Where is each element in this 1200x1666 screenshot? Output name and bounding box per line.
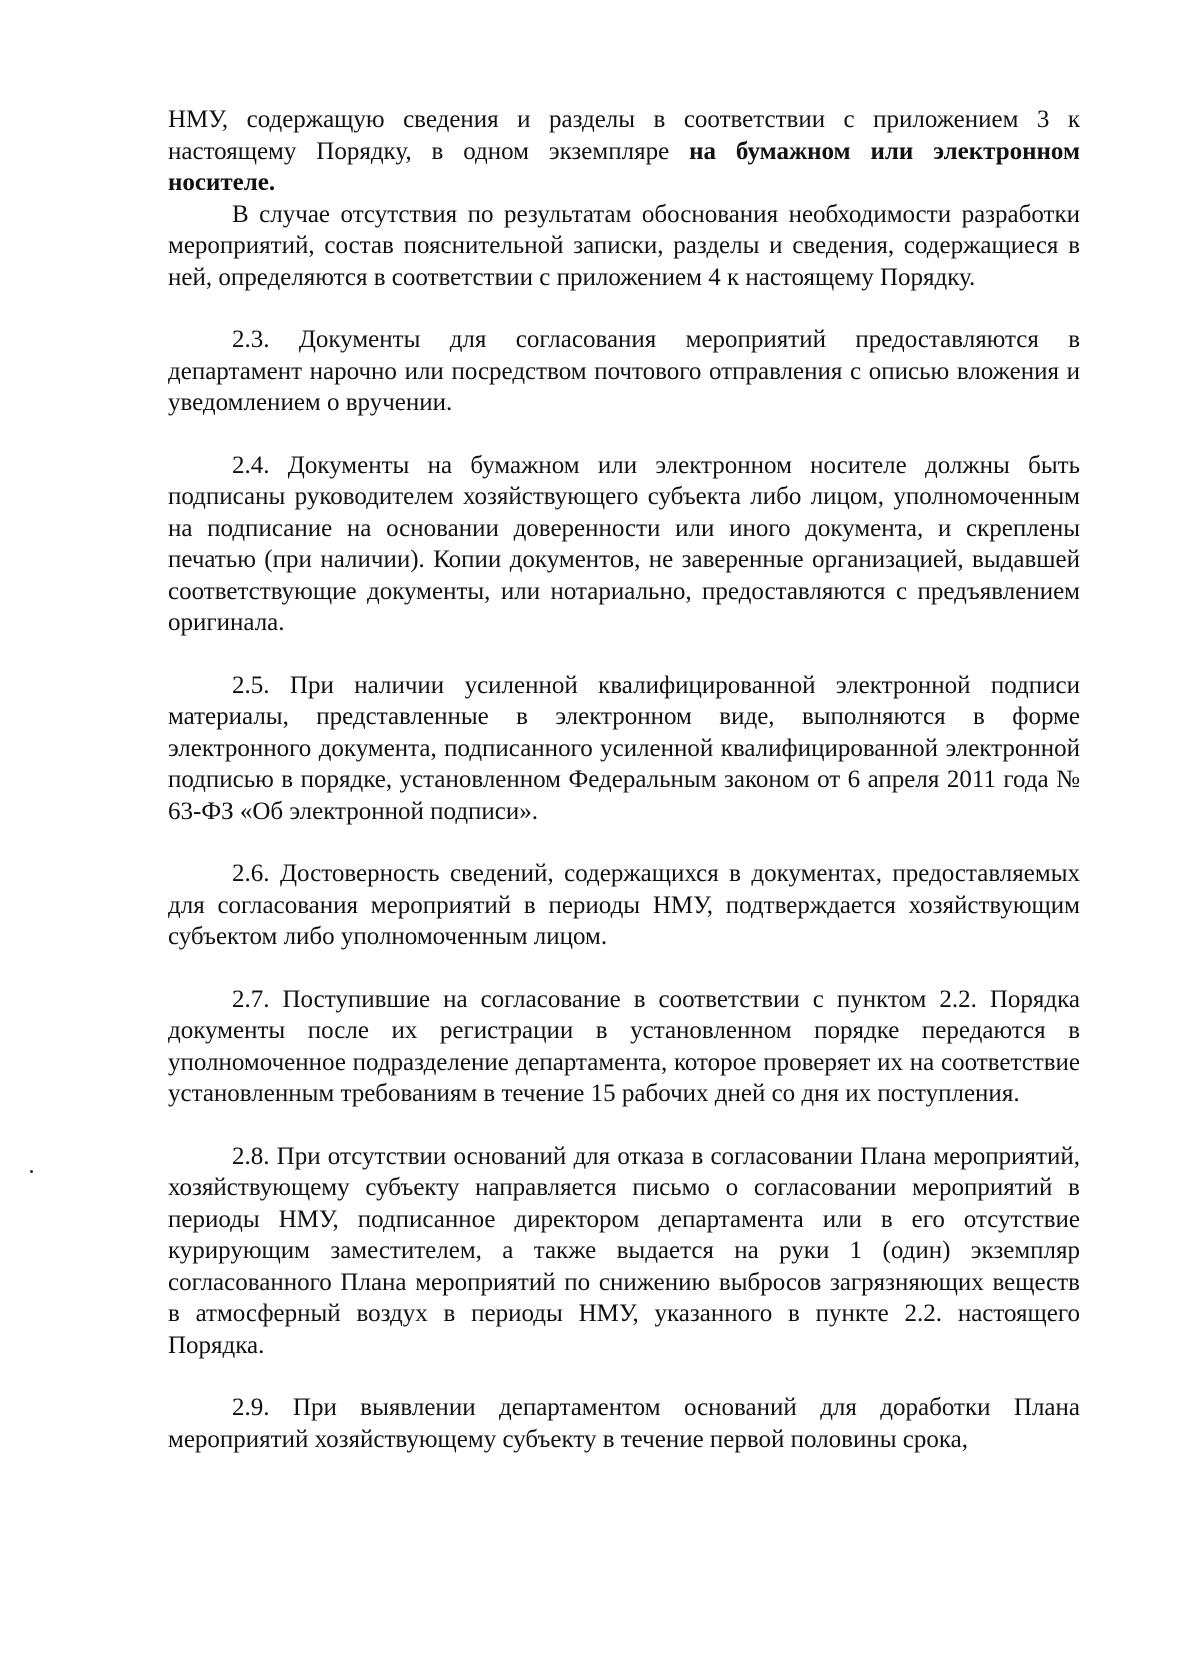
scan-speck — [30, 1170, 33, 1173]
paragraph-2-5: 2.5. При наличии усиленной квалифицированной электронной подписи материалы, представленные в электронном виде, выполняются в форме электронного документа, подписанного усиленной квалифицированной электронной подписью в порядке, установленном Федеральным законом от 6 апреля 2011 года № 63-ФЗ «Об электронной подписи». — [168, 671, 1080, 825]
paragraph-2-8: 2.8. При отсутствии оснований для отказа в согласовании Плана мероприятий, хозяйствующему субъекту направляется письмо о согласовании мероприятий в периоды НМУ, подписанное директором департамента или в его отсутствие курирующим заместителем, а также выдается на руки 1 (один) экземпляр согласованного Плана мероприятий по снижению выбросов загрязняющих веществ в атмосферный воздух в периоды НМУ, указанного в пункте 2.2. настоящего Порядка. — [168, 1142, 1080, 1359]
paragraph-2-6: 2.6. Достоверность сведений, содержащихся в документах, предоставляемых для согласования мероприятий в периоды НМУ, подтверждается хозяйствующим субъектом либо уполномоченным лицом. — [168, 860, 1080, 950]
paragraph-bold-text: на бумажном или электронном носителе. — [168, 137, 1080, 196]
paragraph-absence-case: В случае отсутствия по результатам обоснования необходимости разработки мероприятий, состав пояснительной записки, разделы и сведения, содержащиеся в ней, определяются в соответствии с приложением 4 к настоящему Порядку. — [168, 200, 1080, 291]
paragraph-continuation — [168, 104, 1080, 199]
paragraph-2-3: 2.3. Документы для согласования мероприятий предоставляются в департамент нарочно или посредством почтового отправления с описью вложения и уведомлением о вручении. — [168, 326, 1080, 416]
paragraph-text: НМУ, содержащую сведения и разделы в соответствии с приложением 3 к настоящему Порядку, в одном экземпляре — [168, 106, 1080, 165]
paragraph-2-4: 2.4. Документы на бумажном или электронном носителе должны быть подписаны руководителем хозяйствующего субъекта либо лицом, уполномоченным на подписание на основании доверенности или иного документа, и скреплены печатью (при наличии). Копии документов, не заверенные организацией, выдавшей соответствующие документы, или нотариально, предоставляются с предъявлением оригинала. — [168, 451, 1080, 636]
paragraph-2-7: 2.7. Поступившие на согласование в соответствии с пунктом 2.2. Порядка документы после их регистрации в установленном порядке передаются в уполномоченное подразделение департамента, которое проверяет их на соответствие установленным требованиям в течение 15 рабочих дней со дня их поступления. — [168, 985, 1080, 1107]
document-page — [168, 104, 1080, 1455]
paragraph-2-9: 2.9. При выявлении департаментом оснований для доработки Плана мероприятий хозяйствующему субъекту в течение первой половины срока, — [168, 1394, 1080, 1453]
